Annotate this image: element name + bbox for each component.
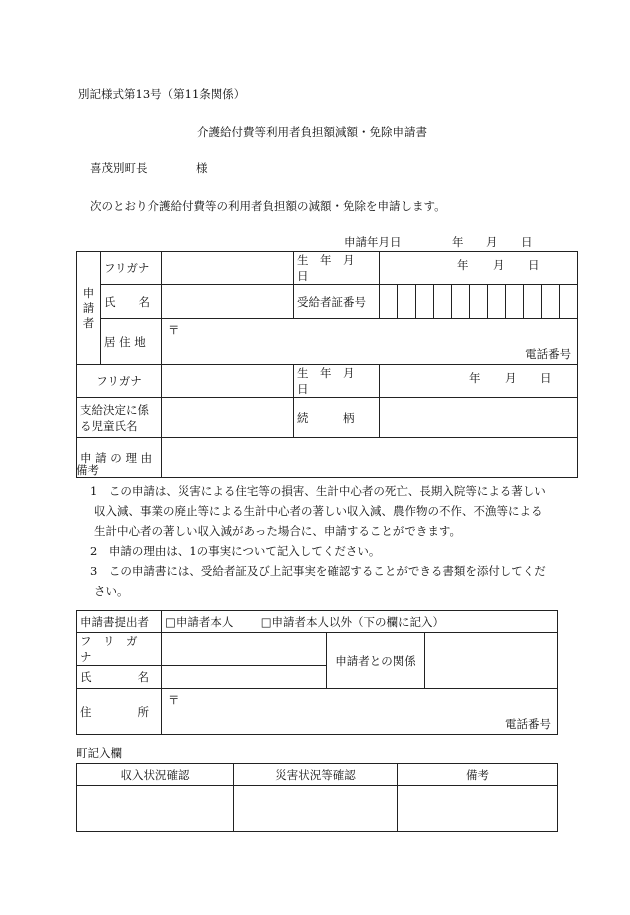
submitter-furigana-label: フ リ ガ ナ <box>77 633 162 666</box>
submitter-furigana-field[interactable] <box>162 633 327 666</box>
form-number: 別記様式第13号（第11条関係） <box>78 87 246 101</box>
relation-to-applicant-label: 申請者との関係 <box>327 633 425 689</box>
postal-mark: 〒 <box>168 693 180 707</box>
town-section-heading: 町記入欄 <box>76 746 122 760</box>
note-line: さい。 <box>94 584 129 598</box>
note-line: 3 この申請書には、受給者証及び上記事実を確認することができる書類を添付してくだ <box>90 564 546 578</box>
child-furigana-label: フリガナ <box>77 365 162 398</box>
cert-digit-8[interactable] <box>506 285 524 319</box>
child-birth-field[interactable]: 年 月 日 <box>380 365 578 398</box>
notes-heading: 備考 <box>76 463 99 477</box>
cert-digit-3[interactable] <box>416 285 434 319</box>
addressee: 喜茂別町長 <box>90 161 148 175</box>
cert-digit-1[interactable] <box>380 285 398 319</box>
cert-digit-11[interactable] <box>560 285 578 319</box>
cert-number-label: 受給者証番号 <box>294 285 380 319</box>
note-line: 生計中心者の著しい収入減があった場合に、申請することができます。 <box>94 524 461 538</box>
submitter-address-label: 住 所 <box>77 689 162 735</box>
date-day-unit: 日 <box>521 235 533 249</box>
town-table <box>76 763 558 832</box>
applicant-furigana-label: フリガナ <box>101 252 162 285</box>
submitter-name-field[interactable] <box>162 666 327 689</box>
cert-digit-7[interactable] <box>488 285 506 319</box>
relation-label: 続 柄 <box>294 398 380 438</box>
phone-label: 電話番号 <box>525 347 572 361</box>
intro-text: 次のとおり介護給付費等の利用者負担額の減額・免除を申請します。 <box>90 199 446 213</box>
cert-digit-10[interactable] <box>542 285 560 319</box>
child-birth-label: 生 年 月 日 <box>294 365 380 398</box>
phone-label: 電話番号 <box>505 717 552 731</box>
disaster-check-header: 災害状況等確認 <box>234 764 398 786</box>
applicant-address-label: 居 住 地 <box>101 319 162 365</box>
reason-label: 申 請 の 理 由 <box>77 438 162 478</box>
applicant-name-field[interactable] <box>162 285 294 319</box>
relation-field[interactable] <box>380 398 578 438</box>
submitter-label: 申請書提出者 <box>77 611 162 633</box>
disaster-check-field[interactable] <box>234 786 398 832</box>
remarks-header: 備考 <box>398 764 558 786</box>
option-other-checkbox[interactable]: □申請者本人以外（下の欄に記入） <box>260 614 445 629</box>
reason-field[interactable] <box>162 438 578 478</box>
applicant-furigana-field[interactable] <box>162 252 294 285</box>
child-name-field[interactable] <box>162 398 294 438</box>
child-name-label: 支給決定に係 る児童氏名 <box>77 398 162 438</box>
child-furigana-field[interactable] <box>162 365 294 398</box>
note-line: 収入減、事業の廃止等による生計中心者の著しい収入減、農作物の不作、不漁等による <box>94 504 543 518</box>
option-self-checkbox[interactable]: □申請者本人 <box>165 614 234 629</box>
date-month-unit: 月 <box>486 235 498 249</box>
applicant-birth-field[interactable]: 年 月 日 <box>380 252 578 285</box>
remarks-field[interactable] <box>398 786 558 832</box>
cert-digit-6[interactable] <box>470 285 488 319</box>
cert-digit-2[interactable] <box>398 285 416 319</box>
relation-to-applicant-field[interactable] <box>425 633 558 689</box>
applicant-birth-label: 生 年 月 日 <box>294 252 380 285</box>
cert-digit-9[interactable] <box>524 285 542 319</box>
form-title: 介護給付費等利用者負担額減額・免除申請書 <box>197 125 427 139</box>
note-line: 2 申請の理由は、1の事実について記入してください。 <box>90 544 381 558</box>
honorific: 様 <box>196 161 208 175</box>
applicant-group-label: 申請者 <box>77 252 101 365</box>
note-line: 1 この申請は、災害による住宅等の損害、生計中心者の死亡、長期入院等による著しい <box>90 484 546 498</box>
submitter-address-field[interactable] <box>162 689 558 735</box>
application-date-label: 申請年月日 <box>344 235 402 249</box>
income-check-field[interactable] <box>77 786 234 832</box>
submitter-options <box>162 611 558 633</box>
applicant-table <box>76 251 578 478</box>
submitter-name-label: 氏 名 <box>77 666 162 689</box>
postal-mark: 〒 <box>168 323 180 337</box>
cert-digit-5[interactable] <box>452 285 470 319</box>
cert-digit-4[interactable] <box>434 285 452 319</box>
submitter-table <box>76 610 558 735</box>
applicant-address-field[interactable] <box>162 319 578 365</box>
date-year-unit: 年 <box>452 235 464 249</box>
income-check-header: 収入状況確認 <box>77 764 234 786</box>
applicant-name-label: 氏 名 <box>101 285 162 319</box>
